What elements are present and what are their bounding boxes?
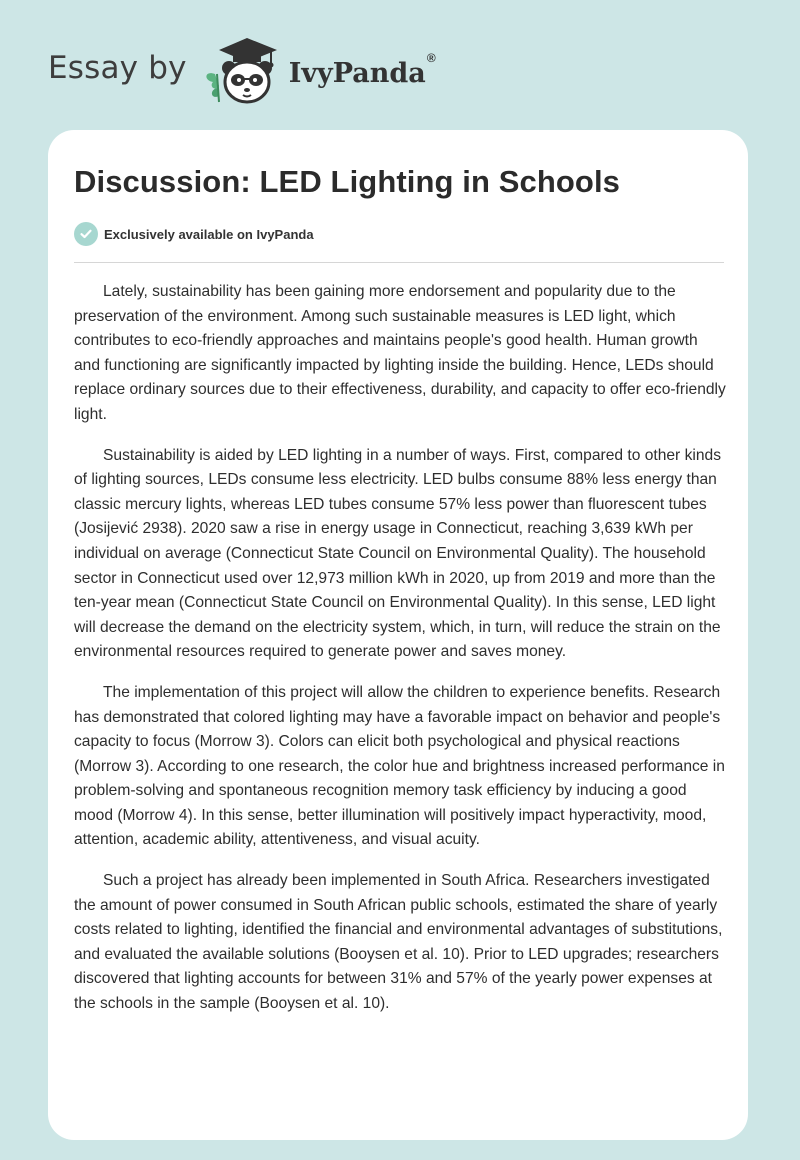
brand-name[interactable]: IvyPanda® [288,50,436,89]
site-header [48,30,468,110]
panda-logo-icon[interactable] [199,30,285,108]
paragraph: Sustainability is aided by LED lighting in a number of ways. First, compared to other kinds of lighting sources, LEDs consume less electricity. LED bulbs consume 88% less energy than classic mercury lights, whereas LED tubes consume 57% less power than fluorescent tubes (Josijević 2938). 2020 saw a rise in energy usage in Connecticut, reaching 3,639 kWh per individual on average (Connecticut State Council on Environmental Quality). The household sector in Connecticut used over 12,973 million kWh in 2020, up from 2019 and more than the ten-year mean (Connecticut State Council on Environmental Quality). In this sense, LED light will decrease the demand on the electricity system, which, in turn, will reduce the strain on the environmental resources required to generate power and saves money. [74,446,721,661]
exclusive-label: Exclusively available on IvyPanda [104,226,314,242]
leaf-icon [206,73,219,102]
paragraph: Such a project has already been implemented in South Africa. Researchers investigated the amount of power consumed in South African public schools, estimated the share of yearly costs related to lighting, identified the financial and environmental advantages of substitutions, and evaluated the available solutions (Booysen et al. 10). Prior to LED upgrades; researchers discovered that lighting accounts for between 31% and 57% of the yearly power expenses at the schools in the sample (Booysen et al. 10). [74,872,723,1013]
article-body [74,280,726,1033]
article-card [48,130,748,1140]
checkmark-icon [74,222,98,246]
essay-by-label: Essay by [48,50,187,86]
page-title: Discussion: LED Lighting in Schools [74,164,621,199]
divider [74,262,724,263]
paragraph: Lately, sustainability has been gaining more endorsement and popularity due to the preservation of the environment. Among such sustainable measures is LED light, which contributes to eco-friendly approaches and maintains people's good health. Human growth and functioning are significantly impacted by lighting inside the building. Hence, LEDs should replace ordinary sources due to their effectiveness, durability, and capacity to offer eco-friendly light. [74,283,726,423]
exclusive-badge [74,222,314,246]
paragraph: The implementation of this project will allow the children to experience benefits. Research has demonstrated that colored lighting may have a favorable impact on behavior and people's capacity to focus (Morrow 3). Colors can elicit both psychological and physical reactions (Morrow 3). According to one research, the color hue and brightness increased performance in problem-solving and spontaneous recognition memory task efficiency by inducing a good mood (Morrow 4). In this sense, better illumination will positively impact hyperactivity, mood, attention, academic ability, attentiveness, and visual acuity. [74,683,725,849]
registered-mark: ® [426,50,436,65]
